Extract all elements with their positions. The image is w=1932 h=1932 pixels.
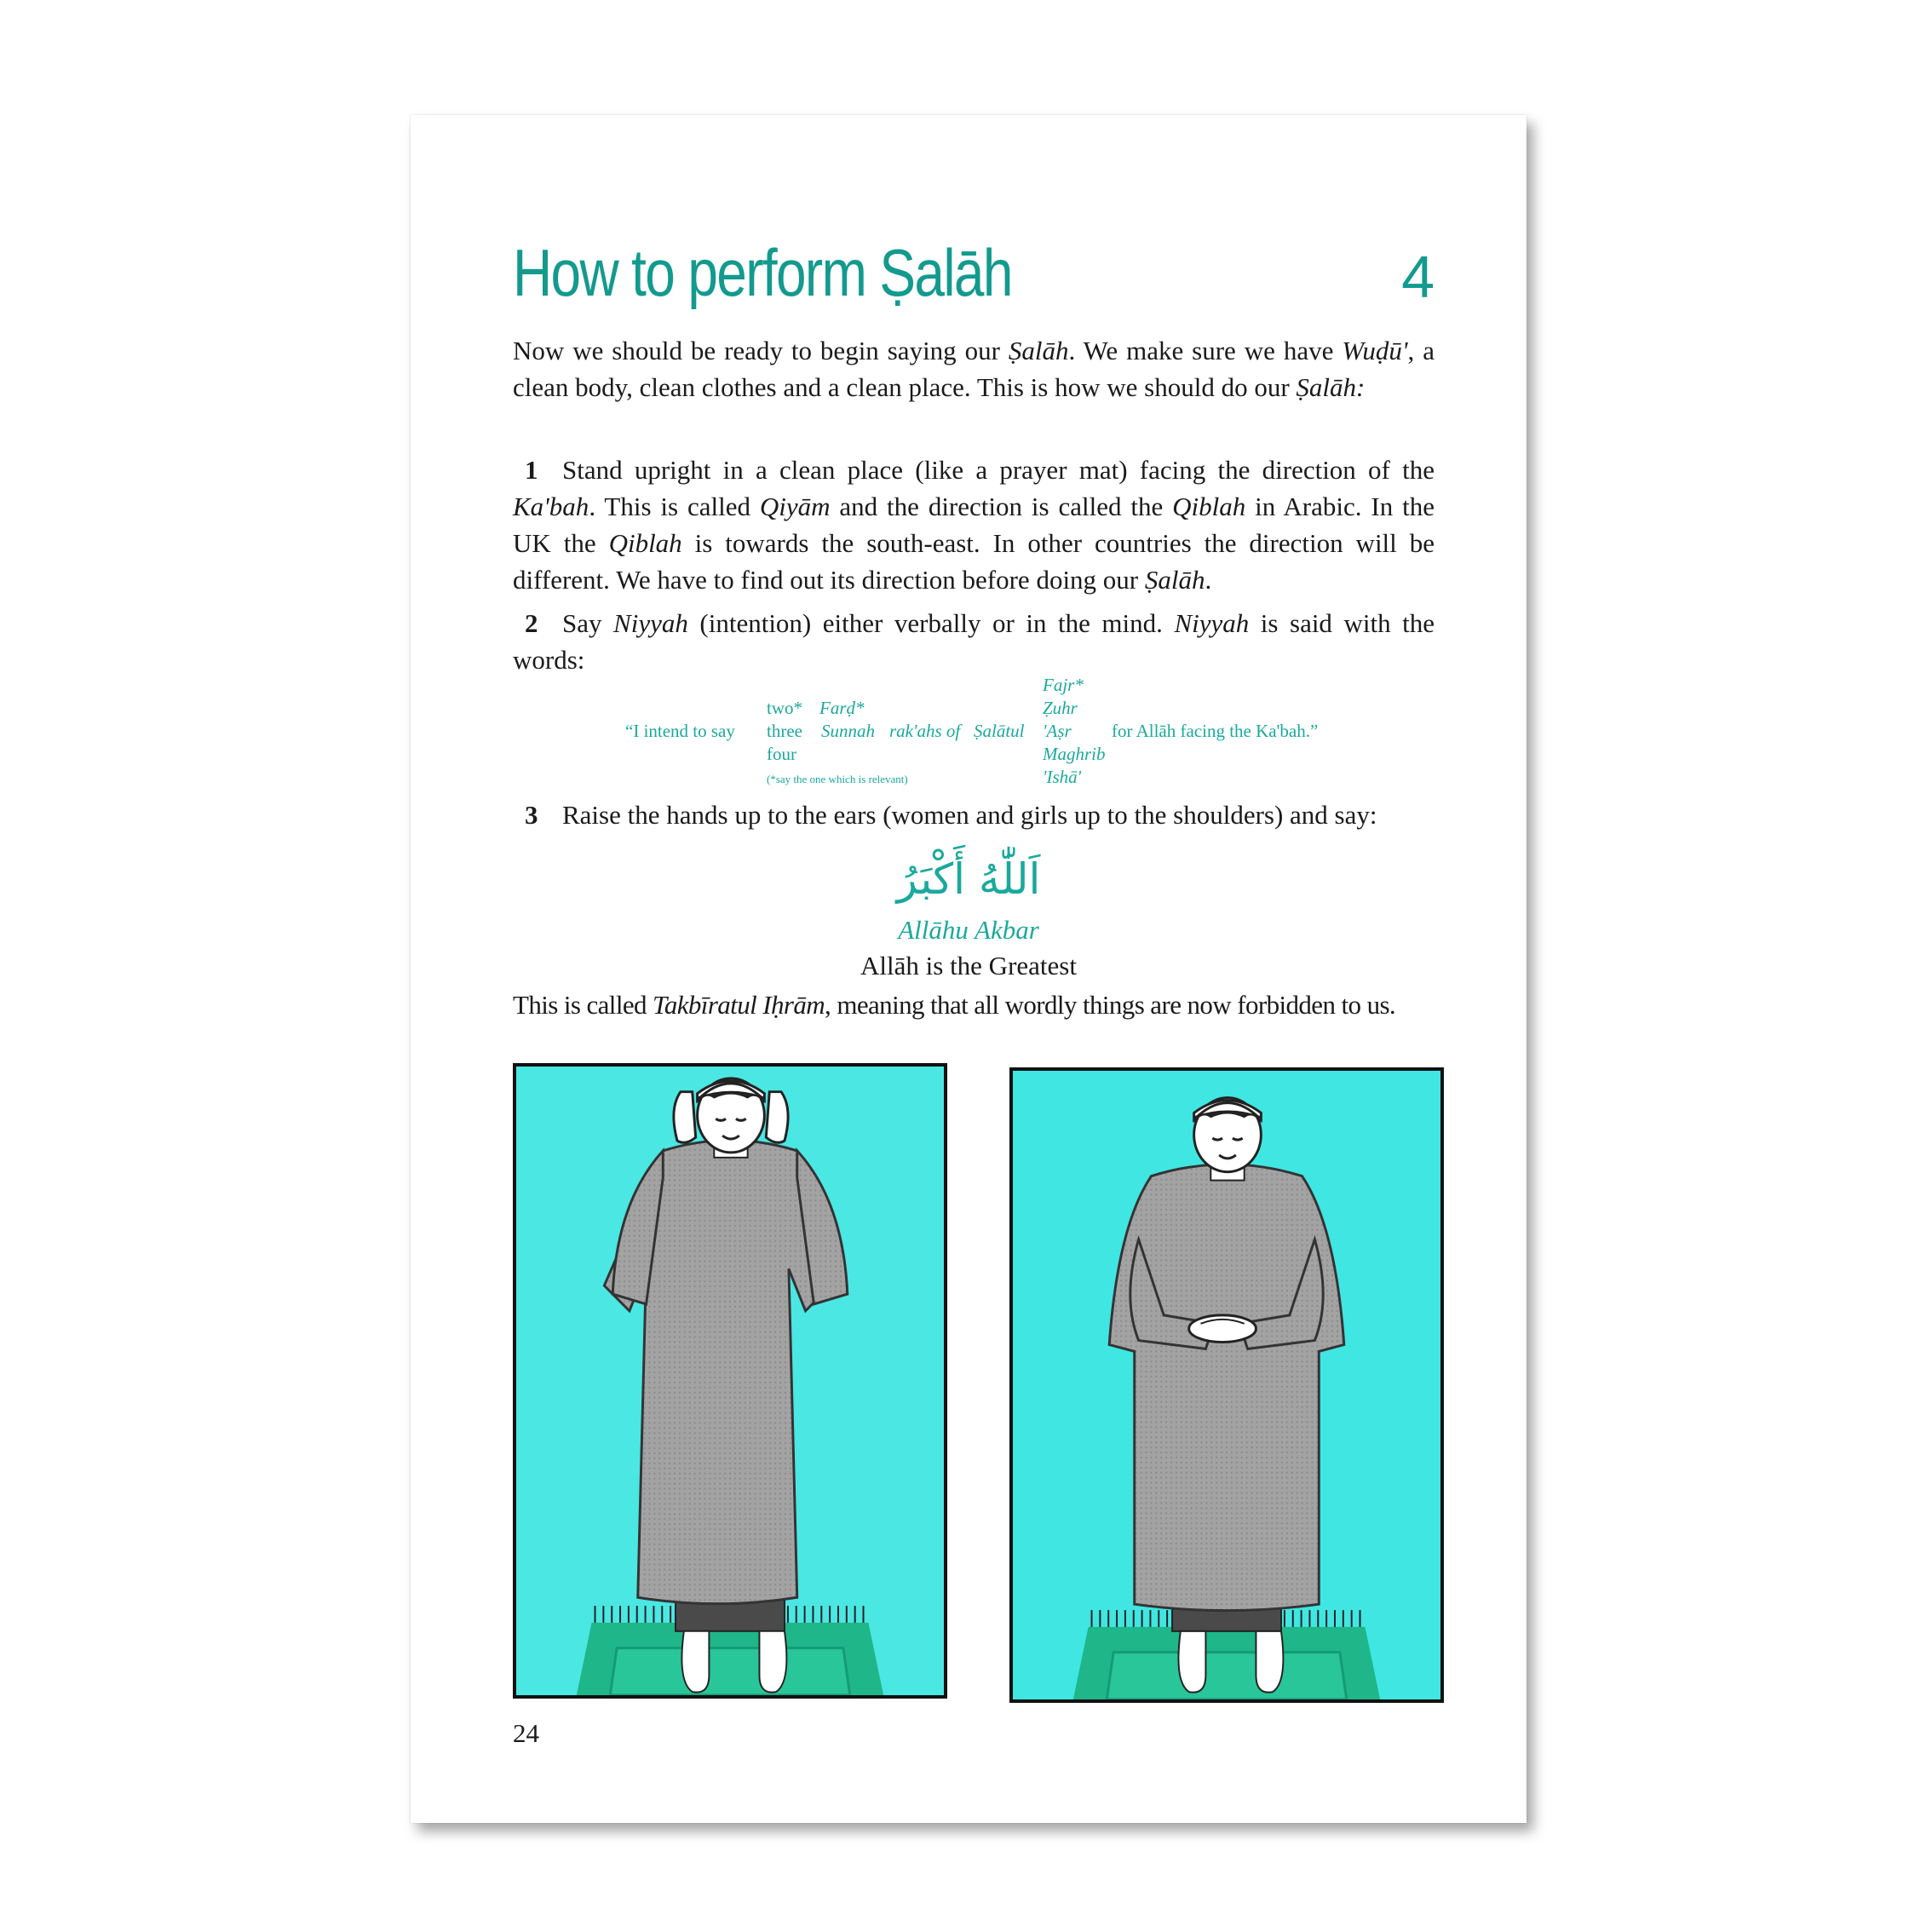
step-number: 2: [525, 608, 538, 638]
step-3-paragraph: 3 Raise the hands up to the ears (women and girls up to the shoulders) and say:: [513, 796, 1435, 833]
page-title: How to perform Ṣalāh: [513, 235, 1012, 310]
niyyah-salatul: Ṣalātul: [974, 721, 1025, 741]
figure-hands-raised-image: [516, 1067, 944, 1695]
figure-hands-folded-image: [1013, 1071, 1440, 1699]
illustration-qiyam-hands-folded: [1009, 1067, 1444, 1703]
niyyah-prayer: 'Aṣr: [1043, 721, 1072, 741]
niyyah-rakahs: rak'ahs of: [889, 721, 961, 741]
step-number: 3: [525, 800, 538, 830]
niyyah-prayer: Fajr*: [1043, 675, 1084, 695]
takbir-paragraph: This is called Takbīratul Iḥrām, meaning that all wordly things are now forbidden to us.: [513, 990, 1396, 1020]
niyyah-count: two*: [767, 698, 802, 718]
niyyah-count: four: [767, 744, 796, 764]
niyyah-type: Sunnah: [821, 721, 875, 741]
page-number: 24: [513, 1718, 539, 1748]
step-number: 1: [525, 455, 538, 485]
intro-paragraph: Now we should be ready to begin saying our Ṣalāh. We make sure we have Wuḍū', a clean body, clean clothes and a clean place. This is how we should do our Ṣalāh:: [513, 336, 1435, 402]
step-1-paragraph: 1 Stand upright in a clean place (like a prayer mat) facing the direction of the Ka'bah. This is called Qiyām and the direction is called the Qiblah in Arabic. In the UK the Qiblah is towards the south-east. In other countries the direction will be different. We have to find out its direction before doing our Ṣalāh.: [513, 451, 1435, 598]
niyyah-note: (*say the one which is relevant): [767, 773, 908, 785]
niyyah-formula: [411, 677, 1527, 796]
book-page: [411, 115, 1527, 1823]
niyyah-facing: for Allāh facing the Ka'bah.”: [1112, 721, 1319, 741]
niyyah-count: three: [767, 721, 802, 741]
takbir-meaning: Allāh is the Greatest: [860, 951, 1077, 980]
chapter-number: 4: [1401, 244, 1435, 310]
niyyah-prayer: Maghrib: [1043, 744, 1106, 764]
illustration-takbir-hands-raised: [513, 1063, 947, 1699]
niyyah-prayer: 'Ishā': [1043, 767, 1082, 787]
niyyah-intend: “I intend to say: [625, 721, 735, 741]
step-2-paragraph: 2 Say Niyyah (intention) either verbally or in the mind. Niyyah is said with the words:: [513, 605, 1435, 678]
niyyah-type: Farḍ*: [819, 698, 865, 718]
niyyah-prayer: Ẓuhr: [1043, 698, 1078, 718]
takbir-arabic: اَللّٰهُ أَكْبَرُ: [896, 854, 1041, 904]
takbir-transliteration: Allāhu Akbar: [898, 915, 1039, 945]
